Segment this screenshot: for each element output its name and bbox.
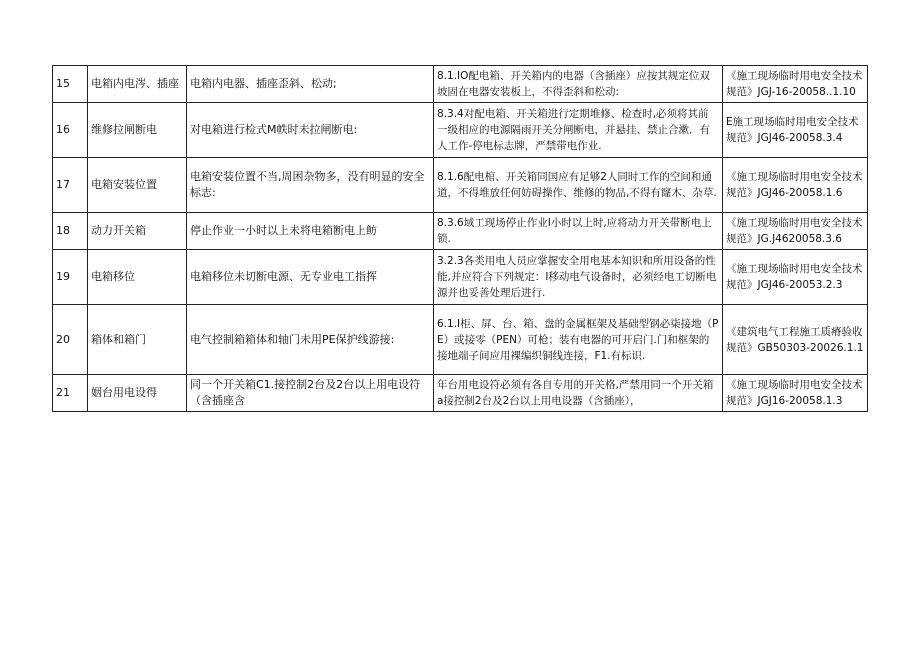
- standard-reference: 《施工现场临时用电安全技术规范》JGJ16-20058.1.3: [723, 375, 868, 412]
- row-number: 17: [53, 158, 88, 213]
- check-item: 电箱内电涔、插座: [88, 66, 187, 103]
- row-number: 16: [53, 103, 88, 158]
- standard-reference: E施工现场临时用电安全技术规范》JGJ46-20058.3.4: [723, 103, 868, 158]
- table-row: [53, 66, 868, 103]
- row-number: 20: [53, 305, 88, 375]
- requirement-text: 年台用电设符必须有各自专用的开关格,严禁用同一个开关箱a接控制2台及2台以上用电设器（含插座），: [434, 375, 723, 412]
- issue-description: 对电箱进行检式M帙时未拉闸断电:: [187, 103, 434, 158]
- table-row: [53, 305, 868, 375]
- check-item: 动力开关箱: [88, 213, 187, 250]
- check-item: 维修拉闸断电: [88, 103, 187, 158]
- inspection-table: [52, 65, 868, 412]
- table-row: [53, 375, 868, 412]
- table-row: [53, 158, 868, 213]
- standard-reference: 《施工现场临时用电安全技术规范》JGJ-16-20058..1.10: [723, 66, 868, 103]
- check-item: 电箱安装位置: [88, 158, 187, 213]
- check-item: 姻台用电设得: [88, 375, 187, 412]
- issue-description: 停止作业一小时以上未将电箱断电上鲂: [187, 213, 434, 250]
- table-row: [53, 213, 868, 250]
- standard-reference: 《施工现场临时用电安全技术规范》JGJ46-20058.1.6: [723, 158, 868, 213]
- requirement-text: 8.1.6配电棺、开关箱同国应有足够2人同时工作的空间和通道，不得堆放任何妨碍操作、维修的物品,不得有窿木、杂草.: [434, 158, 723, 213]
- row-number: 15: [53, 66, 88, 103]
- check-item: 电箱移位: [88, 250, 187, 305]
- table-row: [53, 103, 868, 158]
- requirement-text: 8.3.6域工现场停止作业I小时以上时,应将动力开关带断电上锁.: [434, 213, 723, 250]
- issue-description: 电箱内电器、插座歪斜、松动;: [187, 66, 434, 103]
- row-number: 19: [53, 250, 88, 305]
- requirement-text: 8.1.IO配电箱、开关箱内的电器（含插座）应按其规定位双坡固在电器安装板上，不得歪斜和松动:: [434, 66, 723, 103]
- row-number: 18: [53, 213, 88, 250]
- requirement-text: 8.3.4对配电箱、开关箱进行定期堆修、检查时,必须将其前一级相应的电源隔雨开关分闸断电，并悬挂、禁止合漱．有人工作-停电标志牌，严禁带电作业.: [434, 103, 723, 158]
- requirement-text: 6.1.I柜、屏、台、箱、盘的金属框架及基础型钢必柒接地（PE）或接零（PEN）可枪；装有电器的可开启门.门和框架的接地端子间应用裸编织铜线连接，F1.有标识.: [434, 305, 723, 375]
- row-number: 21: [53, 375, 88, 412]
- table-row: [53, 250, 868, 305]
- issue-description: 电箱移位未切断电源、无专业电工指挥: [187, 250, 434, 305]
- issue-description: 电气控制箱箱体和轴门未用PE保护线游接:: [187, 305, 434, 375]
- standard-reference: 《建筑电气工程施工质瘠验收规范》GB50303-20026.1.1: [723, 305, 868, 375]
- issue-description: 同一个开关箱C1.接控制2台及2台以上用电设符（含插座含: [187, 375, 434, 412]
- standard-reference: 《施工现场临时用电安全技术规范》JG.J4620058.3.6: [723, 213, 868, 250]
- issue-description: 电箱安装位置不当,周困杂物多，没有明显的安全标志:: [187, 158, 434, 213]
- standard-reference: 《施工现场临时用电安全技术规范》JGJ46-20053.2.3: [723, 250, 868, 305]
- requirement-text: 3.2.3各类用电人员应掌握安全用电基本知识和所用设备的性能,并应符合下列规定：I移动电气设备时，必须经电工切断电源并也妥善处理后进行.: [434, 250, 723, 305]
- check-item: 箱体和箱门: [88, 305, 187, 375]
